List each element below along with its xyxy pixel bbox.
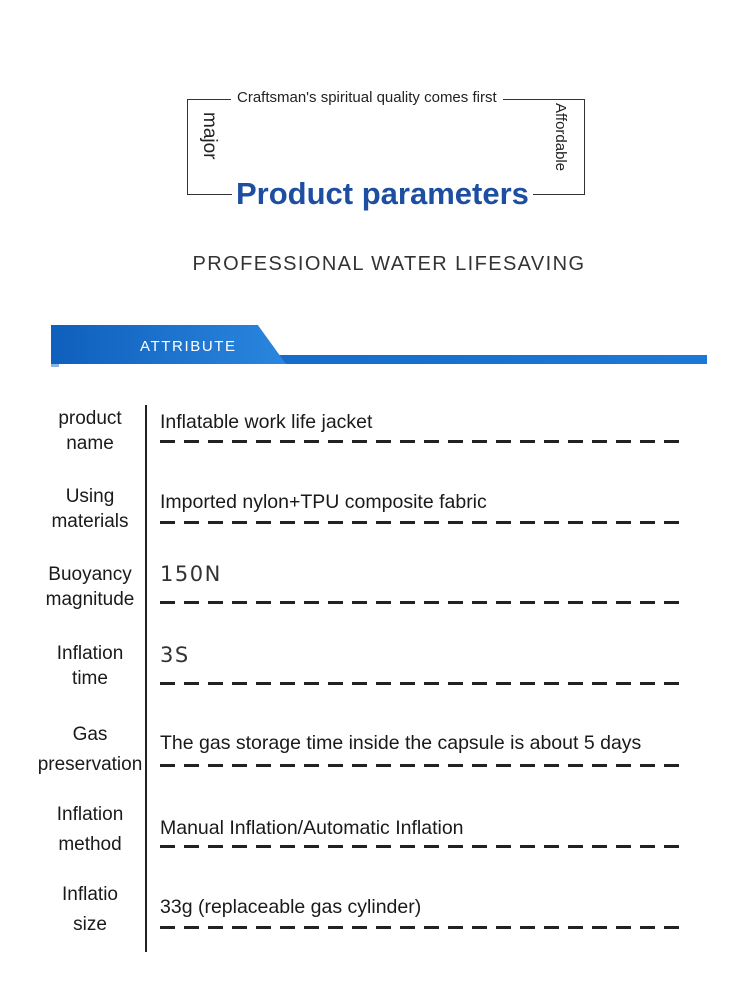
page-title: Product parameters [232,174,533,214]
row-value-materials: Imported nylon+TPU composite fabric [160,491,487,513]
row-label-buoyancy: Buoyancy magnitude [45,564,135,610]
row-separator [160,440,686,443]
row-label-inflation-method: Inflation method [56,804,124,855]
row-separator [160,521,686,524]
row-label-gas-preservation: Gas preservation [37,724,143,775]
row-value-buoyancy: 150N [160,562,222,586]
row-value-gas-preservation: The gas storage time inside the capsule is about 5 days [160,732,642,754]
row-label-materials: Using materials [51,486,129,532]
side-text-right: Affordable [548,103,572,193]
row-value-inflation-method: Manual Inflation/Automatic Inflation [160,817,464,839]
row-value-inflatio-size: 33g (replaceable gas cylinder) [160,896,422,918]
row-separator [160,682,686,685]
row-value-inflation-time: 3S [160,643,190,667]
banner-accent [51,364,59,367]
row-separator [160,845,686,848]
row-separator [160,764,686,767]
row-separator [160,601,686,604]
row-label-inflation-time: Inflation time [56,643,124,689]
page-subtitle: PROFESSIONAL WATER LIFESAVING [192,253,586,275]
row-label-inflatio-size: Inflatio size [62,884,118,935]
row-value-product-name: Inflatable work life jacket [160,411,373,433]
row-separator [160,926,686,929]
tagline: Craftsman's spiritual quality comes first [231,88,503,108]
banner-label: ATTRIBUTE [140,338,237,355]
side-text-left: major [196,112,222,182]
row-label-product-name: product name [58,408,122,454]
